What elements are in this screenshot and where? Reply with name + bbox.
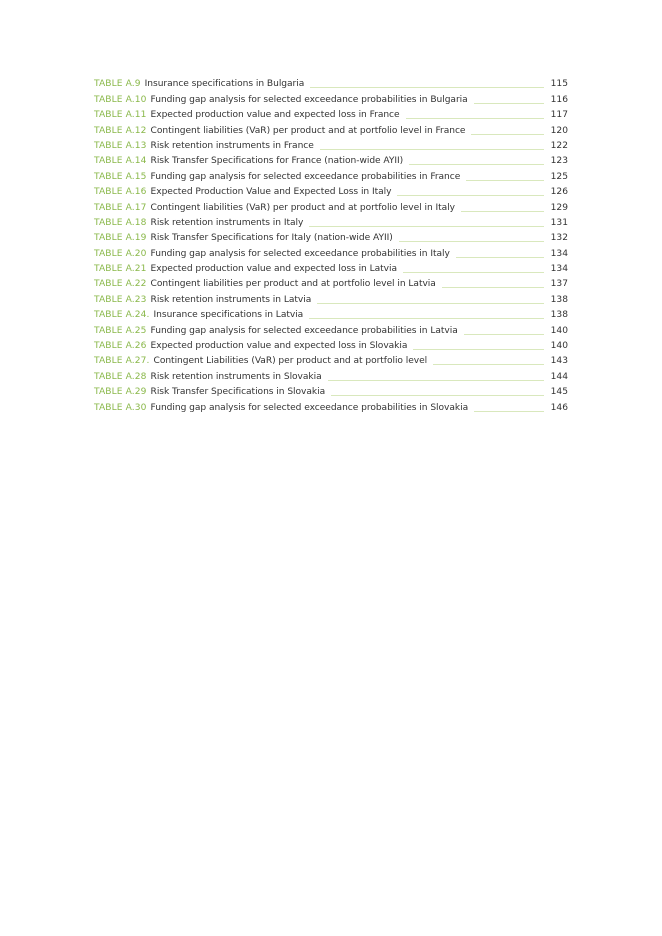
toc-entry[interactable] [94,321,568,336]
toc-entry-page: 144 [550,371,568,382]
toc-leader-line [474,411,544,412]
toc-entry-label: TABLE A.9 [94,79,141,90]
toc-entry[interactable] [94,90,568,105]
toc-entry[interactable] [94,183,568,198]
toc-leader-line [413,349,544,350]
toc-entry-title: Funding gap analysis for selected exceedance probabilities in Italy [150,248,450,259]
toc-entry[interactable] [94,121,568,136]
toc-entry-title: Contingent liabilities per product and at portfolio level in Latvia [150,279,436,290]
toc-entry-title: Risk retention instruments in Latvia [150,294,312,305]
toc-entry-label: TABLE A.11 [94,110,147,121]
toc-entry-title: Funding gap analysis for selected exceedance probabilities in Slovakia [150,402,469,413]
toc-entry[interactable] [94,198,568,213]
toc-leader-line [464,334,544,335]
toc-entry-label: TABLE A.30 [94,402,147,413]
toc-entry-label: TABLE A.18 [94,217,147,228]
toc-entry-page: 143 [550,356,568,367]
toc-entry-page: 140 [550,325,568,336]
toc-entry-page: 131 [550,217,568,228]
toc-entry-title: Risk retention instruments in Italy [150,217,304,228]
toc-entry-page: 138 [550,310,568,321]
toc-entry[interactable] [94,229,568,244]
toc-entry-label: TABLE A.19 [94,233,147,244]
toc-entry-label: TABLE A.14 [94,156,147,167]
toc-entry-page: 145 [550,387,568,398]
toc-entry[interactable] [94,275,568,290]
toc-entry[interactable] [94,383,568,398]
toc-entry-label: TABLE A.15 [94,171,147,182]
toc-entry[interactable] [94,337,568,352]
toc-entry-page: 125 [550,171,568,182]
toc-entry-page: 134 [550,248,568,259]
toc-leader-line [406,118,544,119]
toc-leader-line [442,287,544,288]
toc-entry-label: TABLE A.26 [94,341,147,352]
toc-leader-line [399,241,544,242]
toc-entry-page: 117 [550,110,568,121]
toc-entry-page: 120 [550,125,568,136]
toc-leader-line [331,395,544,396]
toc-leader-line [309,318,544,319]
toc-entry-title: Expected production value and expected loss in France [150,110,400,121]
toc-entry-title: Risk Transfer Specifications for Italy (nation-wide AYII) [150,233,393,244]
toc-entry-label: TABLE A.28 [94,371,147,382]
toc-entry-label: TABLE A.17 [94,202,147,213]
toc-leader-line [456,257,544,258]
toc-entry-label: TABLE A.12 [94,125,147,136]
toc-entry-title: Insurance specifications in Latvia [153,310,304,321]
toc-leader-line [317,303,544,304]
toc-leader-line [474,103,544,104]
toc-entry-label: TABLE A.21 [94,264,147,275]
toc-entry-title: Funding gap analysis for selected exceedance probabilities in France [150,171,461,182]
toc-entry-label: TABLE A.29 [94,387,147,398]
toc-leader-line [461,211,544,212]
toc-entry-label: TABLE A.13 [94,140,147,151]
toc-entry-label: TABLE A.20 [94,248,147,259]
toc-leader-line [310,87,544,88]
toc-entry-label: TABLE A.10 [94,94,147,105]
toc-leader-line [309,226,544,227]
toc-leader-line [433,364,544,365]
toc-entry-label: TABLE A.23 [94,294,147,305]
toc-entry-page: 126 [550,187,568,198]
toc-leader-line [403,272,544,273]
toc-entry[interactable] [94,398,568,413]
toc-entry-title: Risk Transfer Specifications in Slovakia [150,387,326,398]
toc-entry[interactable] [94,290,568,305]
toc-entry-page: 140 [550,341,568,352]
toc-entry[interactable] [94,75,568,90]
toc-entry-page: 115 [550,79,568,90]
toc-leader-line [466,180,544,181]
toc-entry-title: Contingent liabilities (VaR) per product and at portfolio level in Italy [150,202,455,213]
toc-entry-page: 137 [550,279,568,290]
toc-entry-title: Insurance specifications in Bulgaria [144,79,305,90]
toc-entry-page: 146 [550,402,568,413]
toc-leader-line [320,149,544,150]
toc-entry-title: Expected Production Value and Expected Loss in Italy [150,187,392,198]
toc-entry-page: 116 [550,94,568,105]
toc-entry-title: Funding gap analysis for selected exceedance probabilities in Latvia [150,325,458,336]
toc-entry[interactable] [94,167,568,182]
toc-entry-label: TABLE A.27. [94,356,150,367]
toc-entry-title: Expected production value and expected loss in Latvia [150,264,397,275]
toc-leader-line [409,164,544,165]
toc-entry-title: Contingent liabilities (VaR) per product and at portfolio level in France [150,125,466,136]
toc-entry-title: Risk retention instruments in France [150,140,314,151]
toc-leader-line [328,380,544,381]
toc-leader-line [397,195,544,196]
toc-entry-page: 129 [550,202,568,213]
toc-entry-page: 134 [550,264,568,275]
toc-entry-title: Funding gap analysis for selected exceedance probabilities in Bulgaria [150,94,468,105]
toc-entry[interactable] [94,152,568,167]
toc-entry-label: TABLE A.22 [94,279,147,290]
toc-leader-line [471,134,544,135]
toc-entry[interactable] [94,106,568,121]
toc-entry[interactable] [94,367,568,382]
toc-entry-page: 138 [550,294,568,305]
toc-entry-label: TABLE A.25 [94,325,147,336]
toc-entry-title: Risk retention instruments in Slovakia [150,371,322,382]
toc-entry[interactable] [94,306,568,321]
toc-entry-page: 122 [550,140,568,151]
table-of-contents [94,75,568,414]
toc-entry-title: Expected production value and expected loss in Slovakia [150,341,408,352]
toc-entry[interactable] [94,244,568,259]
toc-entry-label: TABLE A.16 [94,187,147,198]
toc-entry-title: Contingent Liabilities (VaR) per product and at portfolio level [153,356,428,367]
toc-entry-title: Risk Transfer Specifications for France (nation-wide AYII) [150,156,404,167]
toc-entry-label: TABLE A.24. [94,310,150,321]
toc-entry-page: 132 [550,233,568,244]
toc-entry[interactable] [94,214,568,229]
toc-entry[interactable] [94,137,568,152]
toc-entry-page: 123 [550,156,568,167]
toc-entry[interactable] [94,352,568,367]
toc-entry[interactable] [94,260,568,275]
